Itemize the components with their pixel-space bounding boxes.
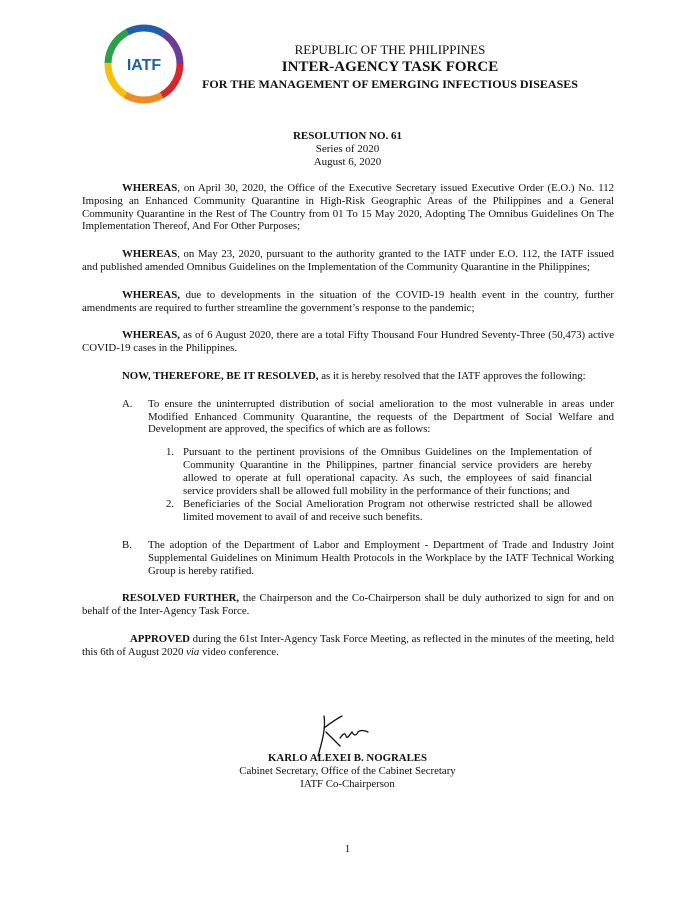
resolution-item-b: [82, 539, 614, 577]
whereas-clause: [82, 182, 614, 233]
resolution-series: Series of 2020: [315, 143, 380, 155]
sub-item-label: 1.: [166, 446, 175, 459]
whereas-lead: WHEREAS: [122, 248, 178, 261]
iatf-logo: [98, 18, 190, 110]
page-number: 1: [344, 843, 351, 855]
document-body: [82, 182, 614, 687]
item-label: A.: [122, 397, 133, 410]
document-header: [190, 42, 590, 92]
sub-item-label: 2.: [166, 498, 175, 511]
resolved-further-clause: [82, 592, 614, 618]
signatory-block: [0, 752, 695, 791]
whereas-lead: WHEREAS,: [122, 329, 180, 342]
whereas-clause: [82, 289, 614, 315]
whereas-text: , on April 30, 2020, the Office of the Executive Secretary issued Executive Order (E.O.) No. 112 Imposing an Enhanced Community Quarantine in High-Risk Geographic Areas of the Philippines and a General Community Quarantine in the Rest of The Country from 01 To 15 May 2020, Adopting The Omnibus Guidelines On The Implementation Thereof, And For Other Purposes;: [82, 182, 614, 233]
whereas-clause: [82, 248, 614, 274]
whereas-text: as of 6 August 2020, there are a total Fifty Thousand Four Hundred Seventy-Three (50,473) active COVID-19 cases in the Philippines.: [82, 329, 614, 355]
iatf-logo-graphic: [98, 18, 190, 110]
resolution-heading: [0, 130, 695, 169]
whereas-text: due to developments in the situation of the COVID-19 health event in the country, further amendments are required to further streamline the government’s response to the pandemic;: [82, 288, 614, 314]
header-republic: REPUBLIC OF THE PHILIPPINES: [294, 42, 486, 57]
sub-item-text: Pursuant to the pertinent provisions of the Omnibus Guidelines on the Implementation of Community Quarantine in the Philippines, partner financial service providers are hereby allowed to operate at full operational capacity. As such, the employees of said financial service providers shall be allowed full mobility in the performance of their functions; and: [183, 446, 592, 497]
resolution-number: RESOLUTION NO. 61: [292, 130, 403, 142]
header-agency: INTER-AGENCY TASK FORCE: [281, 59, 499, 75]
whereas-text: , on May 23, 2020, pursuant to the authority granted to the IATF under E.O. 112, the IATF issued and published amended Omnibus Guidelines on the Implementation of the Community Quarantine in the Philippines;: [82, 248, 614, 273]
whereas-lead: WHEREAS: [122, 182, 178, 194]
whereas-lead: WHEREAS,: [122, 288, 180, 301]
header-mandate: FOR THE MANAGEMENT OF EMERGING INFECTIOUS DISEASES: [202, 77, 578, 91]
resolved-lead: NOW, THEREFORE, BE IT RESOLVED,: [122, 369, 319, 382]
resolved-text: as it is hereby resolved that the IATF approves the following:: [318, 369, 586, 382]
item-text: To ensure the uninterrupted distribution of social amelioration to the most vulnerable in areas under Modified Enhanced Community Quarantine, the requests of the Department of Social Welfare and Development are approved, the specifics of which are as follows:: [148, 397, 614, 436]
resolution-date: August 6, 2020: [313, 156, 382, 168]
approved-lead: APPROVED: [130, 632, 190, 645]
whereas-clause: [82, 329, 614, 355]
sub-item: [148, 498, 614, 524]
sub-item: [148, 446, 614, 497]
resolved-clause: [82, 370, 614, 383]
signatory-name: KARLO ALEXEI B. NOGRALES: [268, 752, 427, 764]
sub-item-text: Beneficiaries of the Social Amelioration Program not otherwise restricted shall be allowed limited movement to avail of and receive such benefits.: [183, 498, 592, 524]
item-a-sublist: [148, 446, 614, 524]
logo-text: IATF: [126, 57, 162, 74]
resolved-further-text: the Chairperson and the Co-Chairperson shall be duly authorized to sign for and on behalf of the Inter-Agency Task Force.: [82, 592, 614, 618]
approved-clause: [82, 633, 614, 659]
approved-via: via: [186, 645, 200, 658]
approved-text-end: video conference.: [199, 645, 279, 658]
resolved-further-lead: RESOLVED FURTHER,: [122, 592, 240, 605]
signatory-title: Cabinet Secretary, Office of the Cabinet Secretary: [239, 765, 456, 777]
item-text: The adoption of the Department of Labor and Employment - Department of Trade and Industry Joint Supplemental Guidelines on Minimum Health Protocols in the Workplace by the IATF Technical Working Group is hereby ratified.: [148, 538, 614, 577]
signatory-role: IATF Co-Chairperson: [300, 778, 395, 790]
item-label: B.: [122, 538, 132, 551]
approved-text: during the 61st Inter-Agency Task Force Meeting, as reflected in the minutes of the meeting, held this 6th of August 2020: [82, 632, 614, 658]
resolution-item-a: [82, 398, 614, 524]
handwritten-signature: [310, 708, 370, 758]
